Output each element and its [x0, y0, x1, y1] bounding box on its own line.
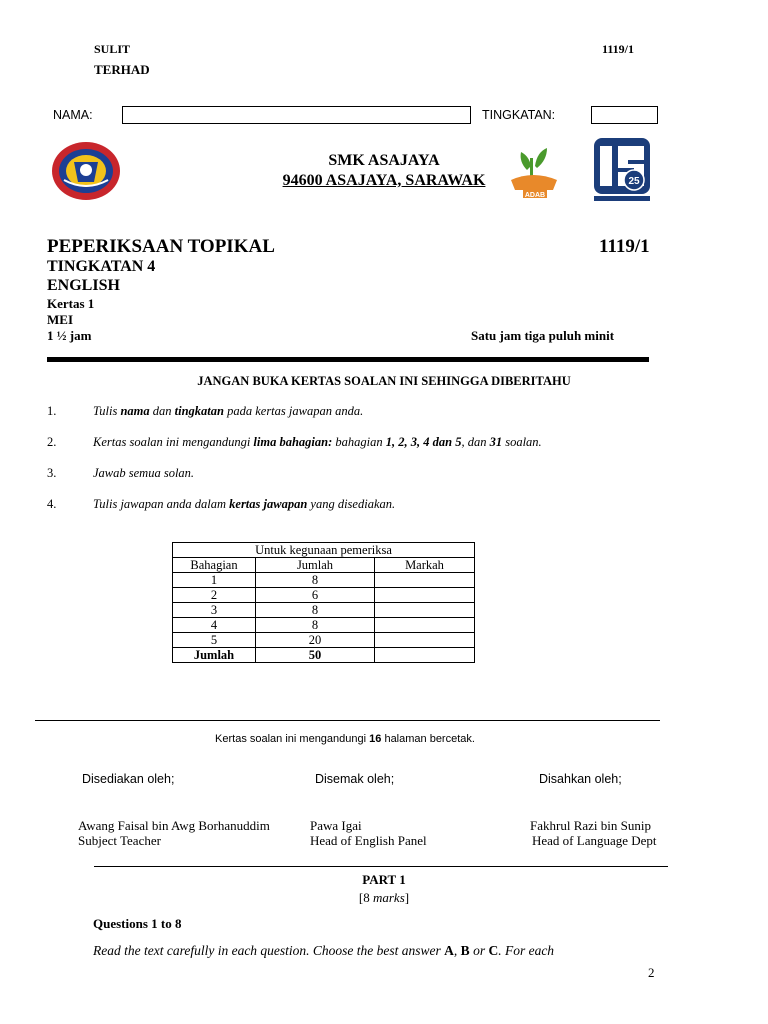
table-cell: 3: [173, 603, 256, 618]
table-cell: 8: [256, 573, 375, 588]
page-note-count: 16: [369, 733, 382, 745]
warning-notice: JANGAN BUKA KERTAS SOALAN INI SEHINGGA DIBERITAHU: [197, 374, 571, 388]
adab-logo-icon: [505, 140, 563, 200]
school-crest-icon: [50, 140, 122, 202]
part-marks-word: marks: [372, 890, 405, 905]
exam-form-level: TINGKATAN 4: [47, 258, 156, 275]
exam-paper-code: 1119/1: [599, 236, 650, 257]
approved-by-label: Disahkan oleh;: [539, 772, 622, 786]
part-instruction-text: . For each: [498, 943, 555, 958]
nama-input-box[interactable]: [122, 106, 471, 124]
table-cell: [375, 588, 475, 603]
checked-by-label: Disemak oleh;: [315, 772, 395, 786]
part-divider: [94, 866, 668, 867]
instruction-text: Tulis: [93, 404, 121, 418]
table-row: [173, 618, 475, 633]
part-instruction-text: or: [469, 943, 489, 958]
table-header-row: [173, 558, 475, 573]
option-a: A: [444, 943, 454, 958]
table-cell: 2: [173, 588, 256, 603]
table-row: [173, 573, 475, 588]
table-cell: [375, 573, 475, 588]
header-bahagian: Bahagian: [173, 558, 256, 573]
instruction-emphasis: 31: [489, 435, 503, 449]
part-instruction: [93, 943, 554, 959]
table-cell: 8: [256, 603, 375, 618]
classification-terhad: TERHAD: [94, 62, 150, 77]
table-cell: 5: [173, 633, 256, 648]
part-title: PART 1: [362, 872, 406, 887]
header-markah: Markah: [375, 558, 475, 573]
instruction-text: Tulis jawapan anda dalam: [93, 497, 230, 511]
adab-logo-text: ADAB: [524, 192, 546, 199]
table-cell: [375, 633, 475, 648]
tingkatan-input-box[interactable]: [591, 106, 658, 124]
part-marks-text: [8: [358, 890, 373, 905]
instruction-text: dan: [149, 404, 175, 418]
classification-sulit: SULIT: [94, 42, 131, 56]
table-cell: 20: [256, 633, 375, 648]
page-note-text: halaman bercetak.: [381, 733, 475, 745]
table-cell: 1: [173, 573, 256, 588]
total-value: 50: [256, 648, 375, 663]
part-instruction-text: Read the text carefully in each question. Choose the best answer: [93, 943, 445, 958]
instruction-emphasis: tingkatan: [174, 404, 224, 418]
table-caption: Untuk kegunaan pemeriksa: [173, 543, 475, 558]
checked-by-name: Pawa Igai: [310, 818, 362, 833]
instruction-text: , dan: [461, 435, 490, 449]
instruction-item: [0, 404, 768, 420]
table-row: [173, 633, 475, 648]
questions-range: Questions 1 to 8: [93, 916, 182, 931]
instruction-number: 4.: [47, 497, 57, 511]
part-instruction-text: ,: [453, 943, 461, 958]
instruction-text: bahagian: [332, 435, 386, 449]
total-markah-cell: [375, 648, 475, 663]
tingkatan-label: TINGKATAN:: [482, 108, 556, 122]
instruction-emphasis: kertas jawapan: [229, 497, 308, 511]
page-number: 2: [648, 965, 655, 980]
prepared-by-title: Subject Teacher: [78, 833, 161, 848]
option-c: C: [488, 943, 499, 958]
header-jumlah: Jumlah: [256, 558, 375, 573]
page-note-text: Kertas soalan ini mengandungi: [215, 733, 370, 745]
table-row: [173, 603, 475, 618]
instruction-emphasis: 1, 2, 3, 4 dan 5: [385, 435, 462, 449]
nama-label: NAMA:: [53, 108, 93, 122]
school-name: SMK ASAJAYA: [328, 152, 440, 169]
header-paper-code: 1119/1: [602, 42, 635, 56]
instruction-text: pada kertas jawapan anda.: [223, 404, 364, 418]
instruction-emphasis: nama: [120, 404, 150, 418]
prepared-by-name: Awang Faisal bin Awg Borhanuddim: [78, 818, 270, 833]
instruction-item: [0, 435, 768, 451]
exam-subject: ENGLISH: [47, 277, 120, 294]
exam-title: PEPERIKSAAN TOPIKAL: [47, 236, 275, 257]
approved-by-title: Head of Language Dept: [532, 833, 657, 848]
instruction-text: Jawab semua solan.: [93, 466, 195, 480]
thin-divider: [35, 720, 660, 721]
table-cell: 6: [256, 588, 375, 603]
exam-month: MEI: [47, 312, 73, 327]
table-row: [173, 588, 475, 603]
anniversary-emblem-icon: [594, 138, 650, 202]
exam-duration-words: Satu jam tiga puluh minit: [471, 328, 615, 343]
school-address: 94600 ASAJAYA, SARAWAK: [282, 172, 486, 189]
thick-divider: [47, 357, 649, 362]
instruction-item: [0, 466, 768, 482]
checked-by-title: Head of English Panel: [310, 833, 427, 848]
part-marks: [0, 890, 768, 906]
table-total-row: [173, 648, 475, 663]
instruction-emphasis: lima bahagian:: [253, 435, 333, 449]
part-marks-text: ]: [404, 890, 410, 905]
table-cell: [375, 603, 475, 618]
page-count-note: [0, 733, 690, 745]
table-cell: 8: [256, 618, 375, 633]
option-b: B: [460, 943, 470, 958]
total-label: Jumlah: [173, 648, 256, 663]
exam-duration: 1 ½ jam: [47, 328, 92, 343]
instruction-text: Kertas soalan ini mengandungi: [93, 435, 254, 449]
exam-paper-number: Kertas 1: [47, 296, 95, 311]
instruction-number: 2.: [47, 435, 57, 449]
instruction-number: 3.: [47, 466, 57, 480]
approved-by-name: Fakhrul Razi bin Sunip: [530, 818, 651, 833]
instruction-text: soalan.: [502, 435, 542, 449]
instruction-number: 1.: [47, 404, 57, 418]
prepared-by-label: Disediakan oleh;: [82, 772, 175, 786]
instruction-item: [0, 497, 768, 513]
table-cell: 4: [173, 618, 256, 633]
instruction-text: yang disediakan.: [307, 497, 396, 511]
table-cell: [375, 618, 475, 633]
examiner-marks-table: [172, 542, 475, 663]
table-caption-row: [173, 543, 475, 558]
emblem-number: 25: [628, 176, 640, 187]
